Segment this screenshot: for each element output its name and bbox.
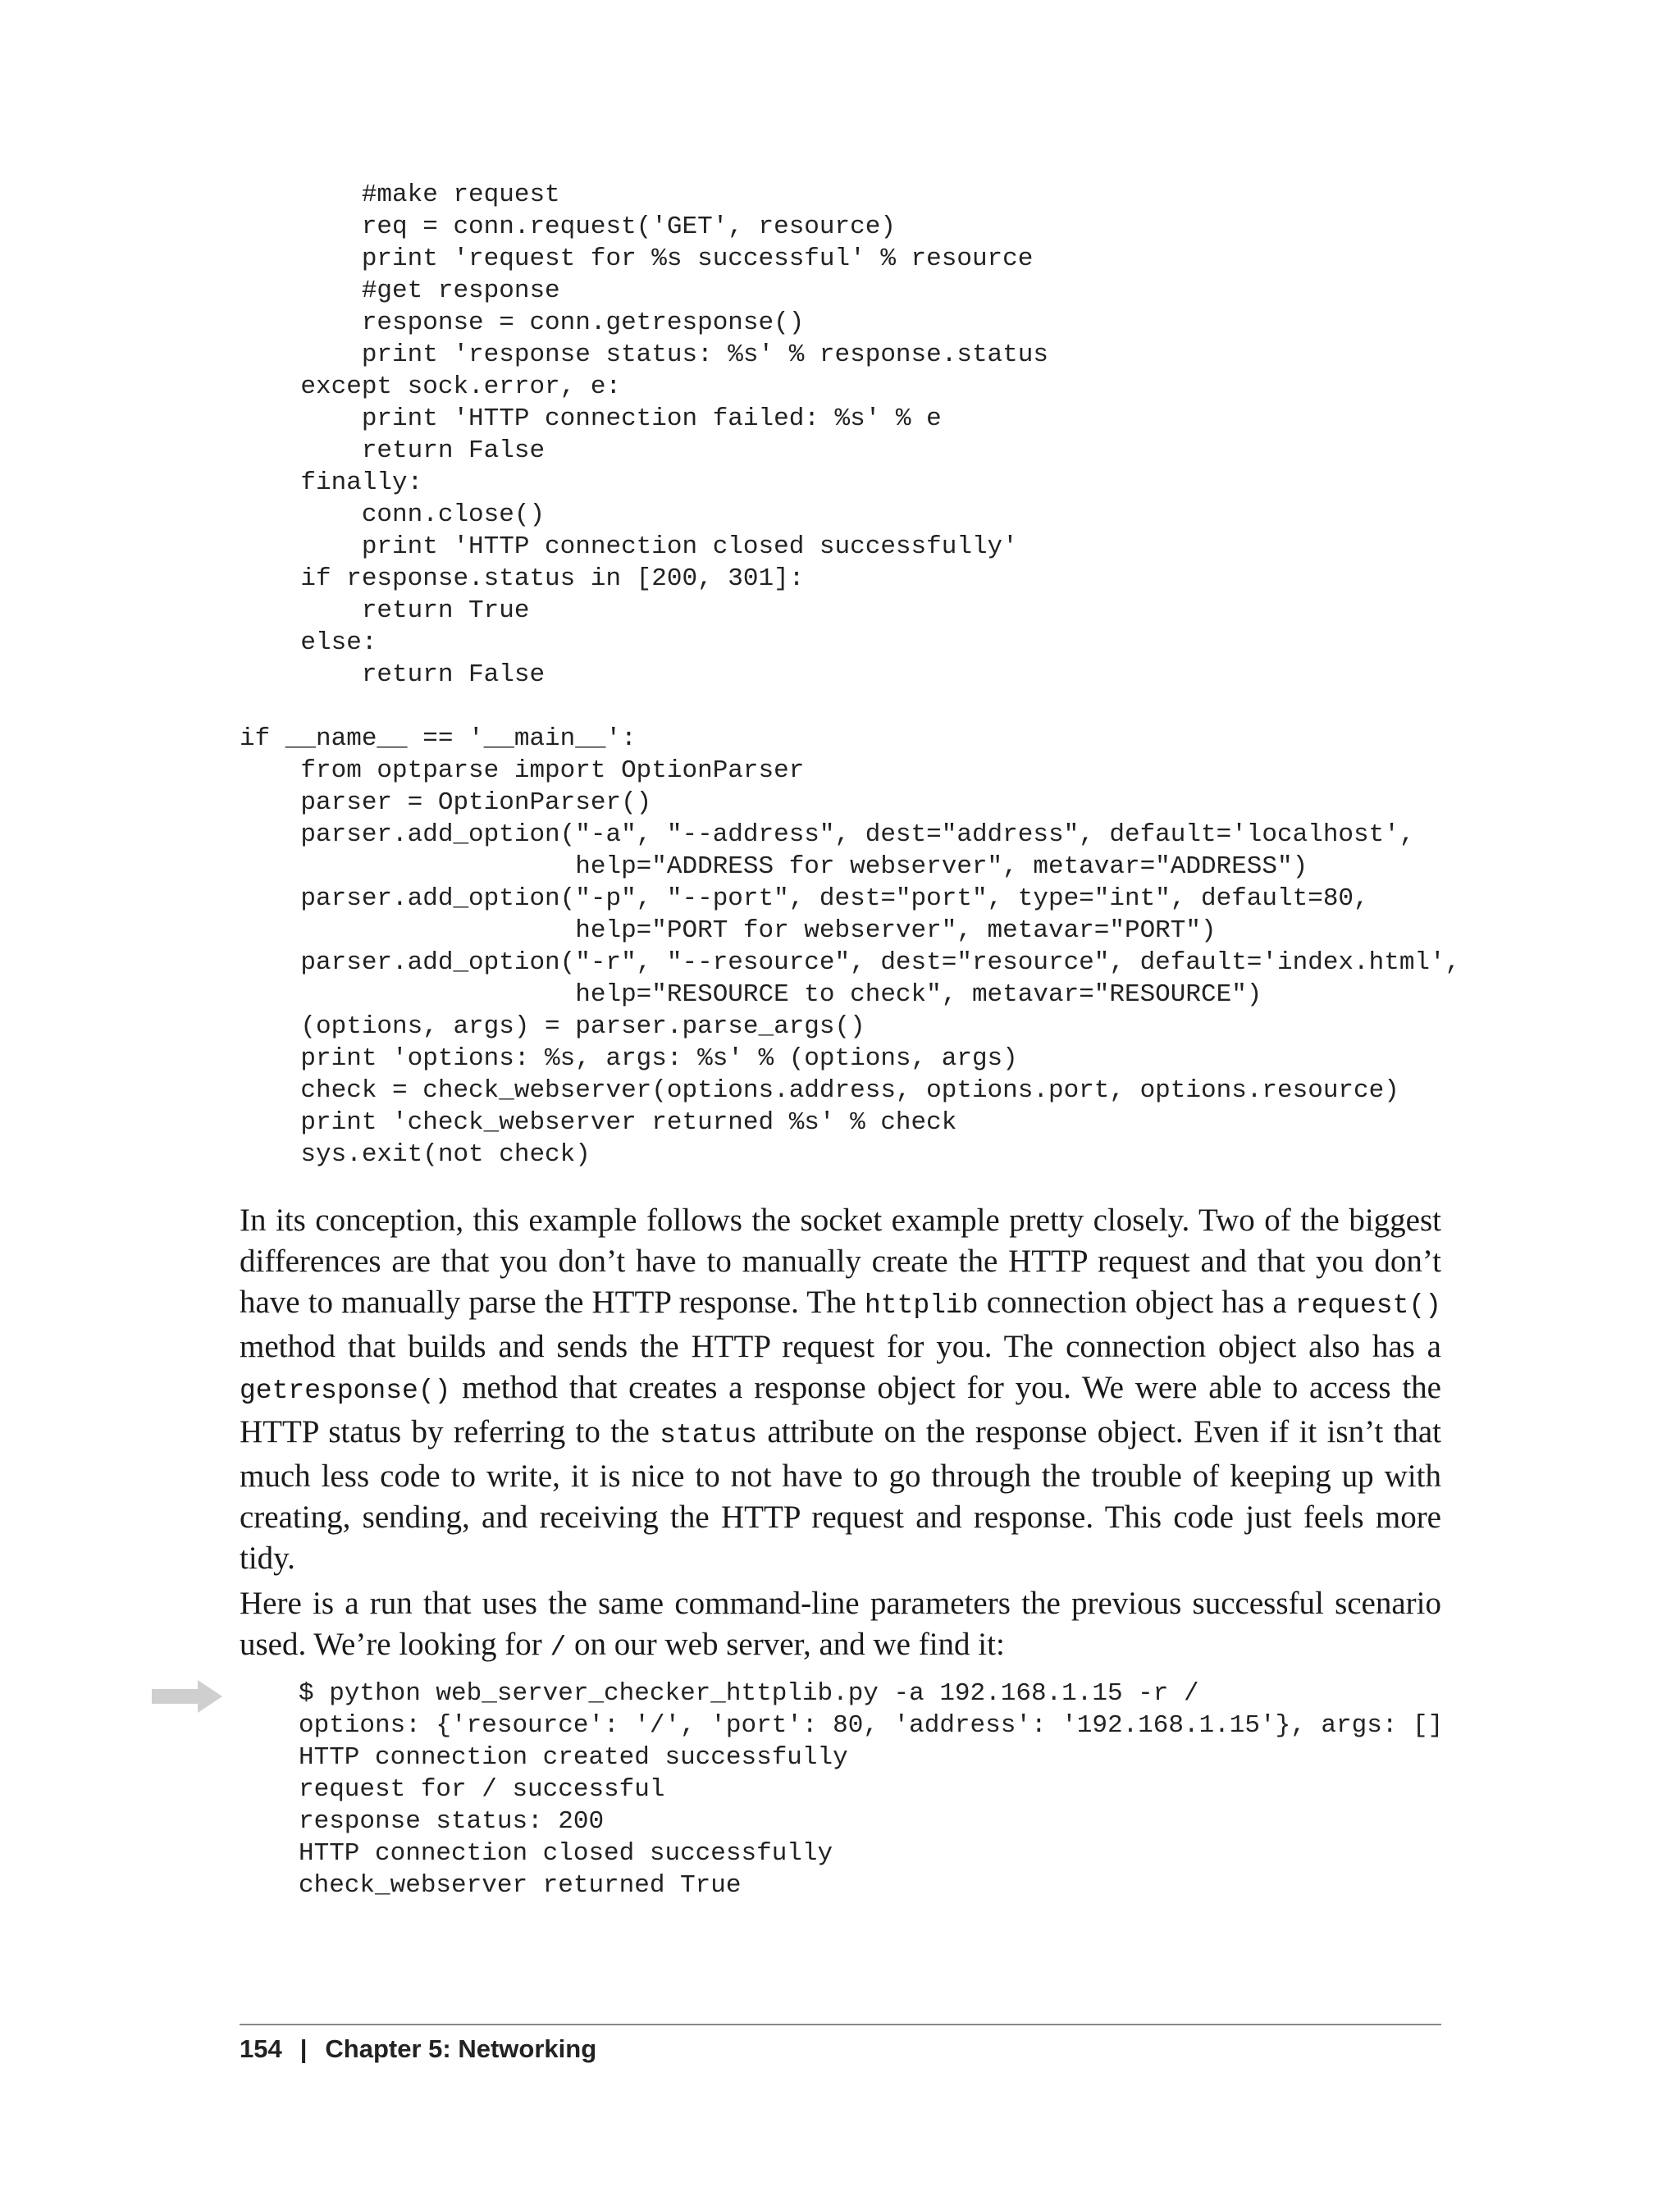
inline-code-request: request() bbox=[1294, 1290, 1441, 1321]
paragraph-text: method that builds and sends the HTTP request for you. The connection object also has a bbox=[240, 1329, 1441, 1364]
body-paragraph bbox=[240, 1583, 1441, 1669]
inline-code-httplib: httplib bbox=[864, 1290, 979, 1321]
paragraph-text: on our web server, and we find it: bbox=[566, 1627, 1005, 1662]
paragraph-text: method that creates a response object for you. We were able to access the HTTP status by referring to the bbox=[240, 1370, 1441, 1449]
inline-code-getresponse: getresponse() bbox=[240, 1376, 451, 1406]
right-arrow-icon bbox=[152, 1680, 222, 1713]
page-number: 154 bbox=[240, 2034, 282, 2063]
paragraph-text: Here is a run that uses the same command-line parameters the previous successful scenario used. We’re looking for bbox=[240, 1586, 1441, 1662]
page-footer bbox=[240, 2033, 596, 2066]
body-paragraph bbox=[240, 1200, 1441, 1579]
paragraph-text: attribute on the response object. Even if it isn’t that much less code to write, it is nice to not have to go through the trouble of keeping up with creating, sending, and receiving the HTTP request and response. This code just feels more tidy. bbox=[240, 1414, 1441, 1576]
command-output: $ python web_server_checker_httplib.py -a 192.168.1.15 -r / options: {'resource': '/', 'port': 80, 'address': '192.168.1.15'}, args: [] HTTP connection created successfully request for / successful response status: 200 HTTP connection closed successfully check_webserver returned True bbox=[299, 1679, 1444, 1900]
footer-separator: | bbox=[299, 2034, 308, 2063]
footer-divider bbox=[240, 2024, 1441, 2025]
code-listing: #make request req = conn.request('GET', resource) print 'request for %s successful' % resource #get response response = conn.getresponse() print 'response status: %s' % response.status except sock.error, e: print 'HTTP connection failed: %s' % e return False finally: conn.close() print 'HTTP connection closed successfully' if response.status in [200, 301]: return True else: return False if __name__ == '__main__': from optparse import OptionParser parser = OptionParser() parser.add_option("-a", "--address", dest="address", default='localhost', help="ADDRESS for webserver", metavar="ADDRESS") parser.add_option("-p", "--port", dest="port", type="int", default=80, help="PORT for webserver", metavar="PORT") parser.add_option("-r", "--resource", dest="resource", default='index.html', help="RESOURCE to check", metavar="RESOURCE") (options, args) = parser.parse_args() print 'options: %s, args: %s' % (options, args) check = check_webserver(options.address, options.port, options.resource) print 'check_webserver returned %s' % check sys.exit(not check) bbox=[240, 180, 1461, 1169]
paragraph-text: connection object has a bbox=[978, 1285, 1295, 1320]
inline-code-status: status bbox=[660, 1420, 757, 1450]
chapter-title: Chapter 5: Networking bbox=[325, 2034, 597, 2063]
paragraph-text: In its conception, this example follows the socket example pretty closely. Two of the biggest differences are that you don’t have to manually create the HTTP request and that you don’t have to manually parse the HTTP response. The bbox=[240, 1203, 1441, 1320]
inline-code-slash: / bbox=[550, 1632, 567, 1663]
